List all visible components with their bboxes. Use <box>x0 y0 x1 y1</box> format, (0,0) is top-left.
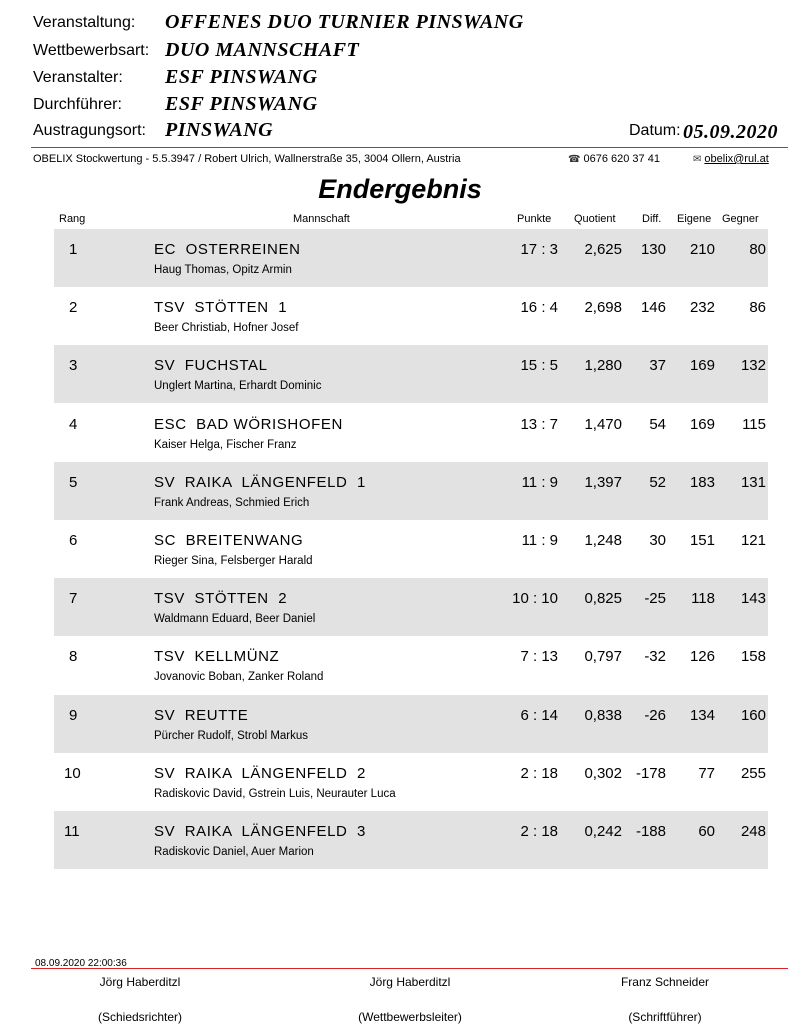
diff-cell: -26 <box>644 706 666 724</box>
header-value: PINSWANG <box>165 119 274 141</box>
table-row <box>54 753 768 811</box>
datum-label: Datum: <box>629 122 681 139</box>
gegner-cell: 255 <box>740 764 766 782</box>
diff-cell: 54 <box>649 415 666 433</box>
header-value: OFFENES DUO TURNIER PINSWANG <box>165 11 524 33</box>
team-players: Rieger Sina, Felsberger Harald <box>154 555 313 567</box>
rang-cell: 10 <box>64 764 81 782</box>
rang-cell: 11 <box>64 823 80 840</box>
gegner-cell: 121 <box>740 532 766 549</box>
team-players: Radiskovic David, Gstrein Luis, Neurauter Luca <box>154 787 396 800</box>
eigene-cell: 169 <box>689 415 715 433</box>
rang-cell: 7 <box>69 590 78 608</box>
punkte-cell: 13 : 7 <box>520 415 558 433</box>
team-name: SC BREITENWANG <box>154 532 304 549</box>
team-name: SV FUCHSTAL <box>154 357 268 375</box>
gegner-cell: 160 <box>740 706 766 724</box>
team-players: Pürcher Rudolf, Strobl Markus <box>154 729 309 742</box>
diff-cell: 52 <box>649 473 666 491</box>
table-row <box>54 287 768 345</box>
team-name: TSV STÖTTEN 1 <box>154 299 288 317</box>
punkte-cell: 11 : 9 <box>521 473 558 491</box>
team-players: Jovanovic Boban, Zanker Roland <box>154 671 324 684</box>
quotient-cell: 0,302 <box>584 764 622 782</box>
header-label: Veranstalter: <box>33 69 123 86</box>
header-value: ESF PINSWANG <box>165 66 318 88</box>
rang-cell: 6 <box>69 532 78 549</box>
print-timestamp: 08.09.2020 22:00:36 <box>35 958 127 969</box>
quotient-cell: 2,698 <box>584 299 622 317</box>
diff-cell: -178 <box>635 764 666 782</box>
email-link[interactable]: obelix@rul.at <box>704 153 769 165</box>
team-name: SV RAIKA LÄNGENFELD 1 <box>154 473 366 491</box>
diff-cell: 130 <box>640 241 666 258</box>
col-header-diff: Diff. <box>642 213 662 225</box>
col-header-quotient: Quotient <box>574 213 616 225</box>
quotient-cell: 0,797 <box>584 648 622 666</box>
table-row <box>54 462 768 520</box>
team-players: Unglert Martina, Erhardt Dominic <box>154 380 322 393</box>
email-info[interactable] <box>693 153 769 165</box>
team-name: ESC BAD WÖRISHOFEN <box>154 415 343 433</box>
quotient-cell: 1,470 <box>584 415 622 433</box>
punkte-cell: 7 : 13 <box>520 648 558 666</box>
quotient-cell: 0,825 <box>584 590 622 608</box>
gegner-cell: 131 <box>740 473 766 491</box>
col-header-gegner: Gegner <box>722 213 759 225</box>
team-name: SV RAIKA LÄNGENFELD 3 <box>154 823 366 840</box>
punkte-cell: 11 : 9 <box>521 532 558 549</box>
rang-cell: 5 <box>69 473 78 491</box>
col-header-mannschaft: Mannschaft <box>293 213 350 225</box>
diff-cell: -32 <box>644 648 666 666</box>
team-players: Beer Christiab, Hofner Josef <box>154 322 299 335</box>
gegner-cell: 132 <box>740 357 766 375</box>
gegner-cell: 115 <box>742 415 766 433</box>
diff-cell: 146 <box>640 299 666 317</box>
envelope-icon: ✉ <box>693 154 702 165</box>
table-row <box>54 695 768 753</box>
punkte-cell: 16 : 4 <box>520 299 558 317</box>
phone-number: 0676 620 37 41 <box>583 153 660 165</box>
phone-info <box>568 153 660 165</box>
table-row <box>54 345 768 403</box>
signature-name-wettbewerbsleiter: Jörg Haberditzl <box>369 975 451 989</box>
header-label: Wettbewerbsart: <box>33 42 150 59</box>
eigene-cell: 210 <box>689 241 715 258</box>
eigene-cell: 232 <box>689 299 715 317</box>
rang-cell: 8 <box>69 648 78 666</box>
header-label: Veranstaltung: <box>33 14 136 31</box>
gegner-cell: 143 <box>740 590 766 608</box>
phone-icon: ☎ <box>568 154 581 165</box>
punkte-cell: 10 : 10 <box>512 590 558 608</box>
team-name: EC OSTERREINEN <box>154 241 301 258</box>
rang-cell: 1 <box>69 241 78 258</box>
signature-role-wettbewerbsleiter: (Wettbewerbsleiter) <box>358 1010 462 1024</box>
table-row <box>54 811 768 869</box>
col-header-eigene: Eigene <box>677 213 712 225</box>
header-label: Durchführer: <box>33 96 122 113</box>
signature-name-schiedsrichter: Jörg Haberditzl <box>99 975 181 989</box>
rang-cell: 3 <box>69 357 78 375</box>
team-players: Frank Andreas, Schmied Erich <box>154 496 310 509</box>
quotient-cell: 0,242 <box>584 823 622 840</box>
signature-role-schiedsrichter: (Schiedsrichter) <box>97 1010 183 1024</box>
rang-cell: 4 <box>69 415 78 433</box>
gegner-cell: 80 <box>749 241 766 258</box>
col-header-punkte: Punkte <box>517 213 552 225</box>
punkte-cell: 6 : 14 <box>520 706 558 724</box>
signature-role-schriftfuehrer: (Schriftführer) <box>628 1010 702 1024</box>
team-name: TSV KELLMÜNZ <box>154 648 280 666</box>
team-players: Kaiser Helga, Fischer Franz <box>154 438 297 451</box>
rang-cell: 9 <box>69 706 78 724</box>
datum-value: 05.09.2020 <box>683 121 778 143</box>
table-row <box>54 520 768 578</box>
eigene-cell: 126 <box>689 648 715 666</box>
gegner-cell: 248 <box>740 823 766 840</box>
quotient-cell: 2,625 <box>584 241 622 258</box>
punkte-cell: 17 : 3 <box>520 241 558 258</box>
table-row <box>54 578 768 636</box>
software-info: OBELIX Stockwertung - 5.5.3947 / Robert Ulrich, Wallnerstraße 35, 3004 Ollern, Austria <box>33 153 461 165</box>
punkte-cell: 15 : 5 <box>520 357 558 375</box>
quotient-cell: 1,397 <box>584 473 622 491</box>
col-header-rang: Rang <box>59 213 86 225</box>
eigene-cell: 134 <box>689 706 715 724</box>
table-row <box>54 404 768 462</box>
header-divider <box>31 147 788 148</box>
punkte-cell: 2 : 18 <box>520 764 558 782</box>
diff-cell: -188 <box>635 823 666 840</box>
team-name: SV REUTTE <box>154 706 249 724</box>
diff-cell: 30 <box>649 532 666 549</box>
diff-cell: 37 <box>649 357 666 375</box>
team-players: Radiskovic Daniel, Auer Marion <box>154 846 314 858</box>
gegner-cell: 86 <box>749 299 766 317</box>
team-players: Waldmann Eduard, Beer Daniel <box>154 613 316 626</box>
eigene-cell: 169 <box>689 357 715 375</box>
rang-cell: 2 <box>69 299 78 317</box>
header-label: Austragungsort: <box>33 122 146 139</box>
header-value: DUO MANNSCHAFT <box>165 39 360 61</box>
team-name: TSV STÖTTEN 2 <box>154 590 288 608</box>
eigene-cell: 60 <box>698 823 715 840</box>
team-players: Haug Thomas, Opitz Armin <box>154 264 292 276</box>
eigene-cell: 118 <box>691 590 715 608</box>
page-title: Endergebnis <box>318 174 482 204</box>
quotient-cell: 1,280 <box>584 357 622 375</box>
diff-cell: -25 <box>644 590 666 608</box>
table-row <box>54 229 768 287</box>
signature-name-schriftfuehrer: Franz Schneider <box>620 975 710 989</box>
footer-divider <box>31 968 788 969</box>
team-name: SV RAIKA LÄNGENFELD 2 <box>154 764 366 782</box>
punkte-cell: 2 : 18 <box>520 823 558 840</box>
eigene-cell: 151 <box>689 532 715 549</box>
header-value: ESF PINSWANG <box>165 93 318 115</box>
eigene-cell: 183 <box>689 473 715 491</box>
gegner-cell: 158 <box>740 648 766 666</box>
eigene-cell: 77 <box>698 764 715 782</box>
quotient-cell: 0,838 <box>584 706 622 724</box>
table-row <box>54 636 768 694</box>
quotient-cell: 1,248 <box>584 532 622 549</box>
